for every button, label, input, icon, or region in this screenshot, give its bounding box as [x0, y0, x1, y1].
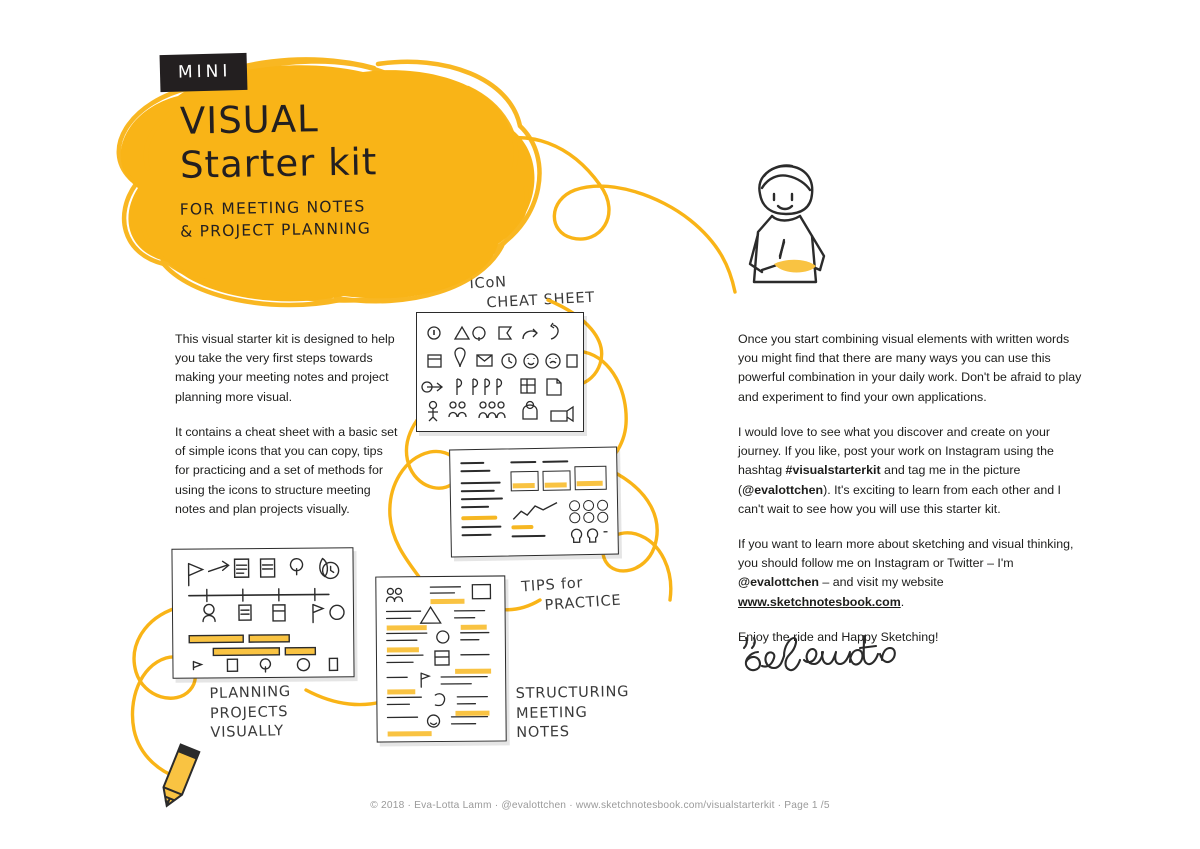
caption-planning-line-1: PLANNING [209, 683, 292, 703]
handle-evalottchen-1: @evalottchen [742, 482, 824, 497]
caption-structuring-line-3: NOTES [516, 724, 570, 742]
subtitle-line-2: & PROJECT PLANNING [180, 219, 372, 241]
caption-icon-line-2: CHEAT SHEET [486, 289, 596, 311]
title-line-2: Starter kit [179, 140, 378, 187]
right-paragraph-1: Once you start combining visual elements with written words you might find that there are many ways you can use this powerful combination in your daily work. Don't be afraid to play and experiment to find your own applications. [738, 332, 1082, 404]
rp2-part2: and tag me in the picture ( [738, 463, 1021, 497]
right-paragraph-4: Enjoy the ride and Happy Sketching! [738, 629, 939, 644]
hashtag-visualstarterkit: #visualstarterkit [785, 463, 881, 478]
caption-icon-line-1: ICoN [469, 274, 508, 293]
subtitle-line-1: FOR MEETING NOTES [179, 197, 366, 219]
rp2-part3: ). It's exciting to learn from each other and I can't wait to see how you will use this starter kit. [738, 482, 1061, 516]
website-link[interactable]: www.sketchnotesbook.com [738, 594, 901, 609]
page-title [179, 97, 378, 242]
left-paragraph-2: It contains a cheat sheet with a basic set of simple icons that you can copy, tips for practicing and a set of methods for using the icons to structure meeting notes and plan projects visually. [175, 424, 398, 516]
subtitle [180, 195, 378, 243]
rp3-part2: – and visit my website [818, 575, 944, 590]
tips-for-practice-card [449, 447, 619, 558]
person-illustration [728, 160, 858, 300]
left-paragraph-1: This visual starter kit is designed to help you take the very first steps towards making your meeting notes and project planning more visual. [175, 332, 395, 404]
caption-structuring-line-2: MEETING [515, 704, 588, 722]
caption-tips-line-1: TIPS for [520, 575, 584, 596]
mini-badge: MINI [160, 53, 248, 92]
icon-cheat-sheet-card [416, 312, 584, 432]
footer: © 2018 · Eva-Lotta Lamm · @evalottchen · www.sketchnotesbook.com/visualstarterkit · Page 1 /5 [370, 800, 830, 811]
caption-planning-line-3: VISUALLY [210, 723, 285, 742]
rp3-part1: If you want to learn more about sketching and visual thinking, you should follow me on Instagram or Twitter – I'm [738, 536, 1074, 571]
rp2-part1: I would love to see what you discover and create on your journey. If you like, post your work on Instagram using the hashtag [738, 424, 1054, 478]
handle-evalottchen-2: @evalottchen [738, 575, 819, 590]
structuring-meeting-notes-card [375, 575, 506, 742]
caption-tips-line-2: PRACTICE [544, 592, 622, 614]
pencil-icon [146, 742, 210, 814]
planning-projects-card [171, 547, 354, 679]
caption-planning-line-2: PROJECTS [209, 703, 289, 722]
title-line-1: VISUAL [179, 97, 320, 143]
rp3-part3: . [900, 594, 905, 609]
caption-structuring-line-1: STRUCTURING [515, 684, 630, 702]
